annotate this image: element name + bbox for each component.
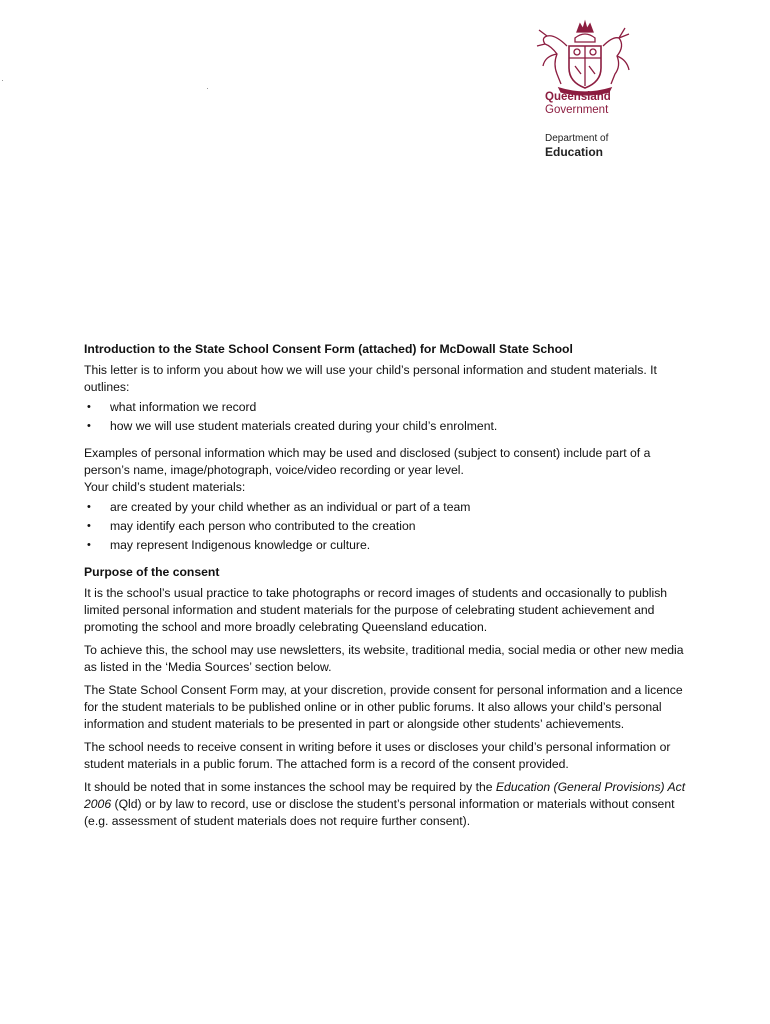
- list-item: • are created by your child whether as an individual or part of a team: [84, 499, 696, 516]
- letter-title: Introduction to the State School Consent Form (attached) for McDowall State School: [84, 342, 573, 356]
- scan-speck: [2, 80, 3, 81]
- list-item: • may identify each person who contributed to the creation: [84, 518, 696, 535]
- list-item: • how we will use student materials created during your child’s enrolment.: [84, 418, 696, 435]
- final-text-end: (Qld) or by law to record, use or disclose the student’s personal information or materials without consent (e.g. assessment of student materials does not require further consent).: [84, 797, 675, 828]
- examples-paragraph: Examples of personal information which may be used and disclosed (subject to consent) include part of a person’s name, image/photograph, voice/video recording or year level.: [84, 446, 651, 477]
- org-name-line2: Government: [545, 104, 609, 116]
- scan-speck: [207, 88, 208, 89]
- act-citation: Education (General Provisions) Act 2006: [84, 780, 686, 811]
- queensland-government-wordmark: [545, 91, 611, 117]
- purpose-paragraph-3: The State School Consent Form may, at your discretion, provide consent for personal information and a licence for the student materials to be published online or in other public forums. It also allows your child’s personal information and student materials to be presented in part or alongside other students’ achievements.: [84, 683, 683, 731]
- purpose-heading: Purpose of the consent: [84, 565, 220, 579]
- intro-paragraph: This letter is to inform you about how we will use your child’s personal information and student materials. It outlines:: [84, 363, 657, 394]
- dept-line1: Department of: [545, 133, 609, 144]
- list-item: • may represent Indigenous knowledge or culture.: [84, 537, 696, 554]
- materials-list: [84, 499, 696, 554]
- coat-of-arms-icon: [533, 16, 637, 96]
- department-label: [545, 133, 608, 160]
- final-paragraph: [84, 779, 696, 830]
- purpose-paragraph-4: The school needs to receive consent in writing before it uses or discloses your child’s personal information or student materials in a public forum. The attached form is a record of the consent provided.: [84, 740, 671, 771]
- materials-intro: Your child’s student materials:: [84, 480, 246, 494]
- purpose-paragraph-2: To achieve this, the school may use newsletters, its website, traditional media, social media or other new media as listed in the ‘Media Sources’ section below.: [84, 643, 684, 674]
- dept-line2: Education: [545, 145, 604, 159]
- letter-body: [84, 341, 696, 830]
- org-name-line1: Queensland: [545, 91, 611, 103]
- final-text-start: It should be noted that in some instances the school may be required by the: [84, 780, 496, 794]
- outline-list: [84, 399, 696, 435]
- purpose-paragraph-1: It is the school’s usual practice to take photographs or record images of students and occasionally to publish limited personal information and student materials for the purpose of celebrating student achievement and promoting the school and more broadly celebrating Queensland education.: [84, 586, 668, 634]
- list-item: • what information we record: [84, 399, 696, 416]
